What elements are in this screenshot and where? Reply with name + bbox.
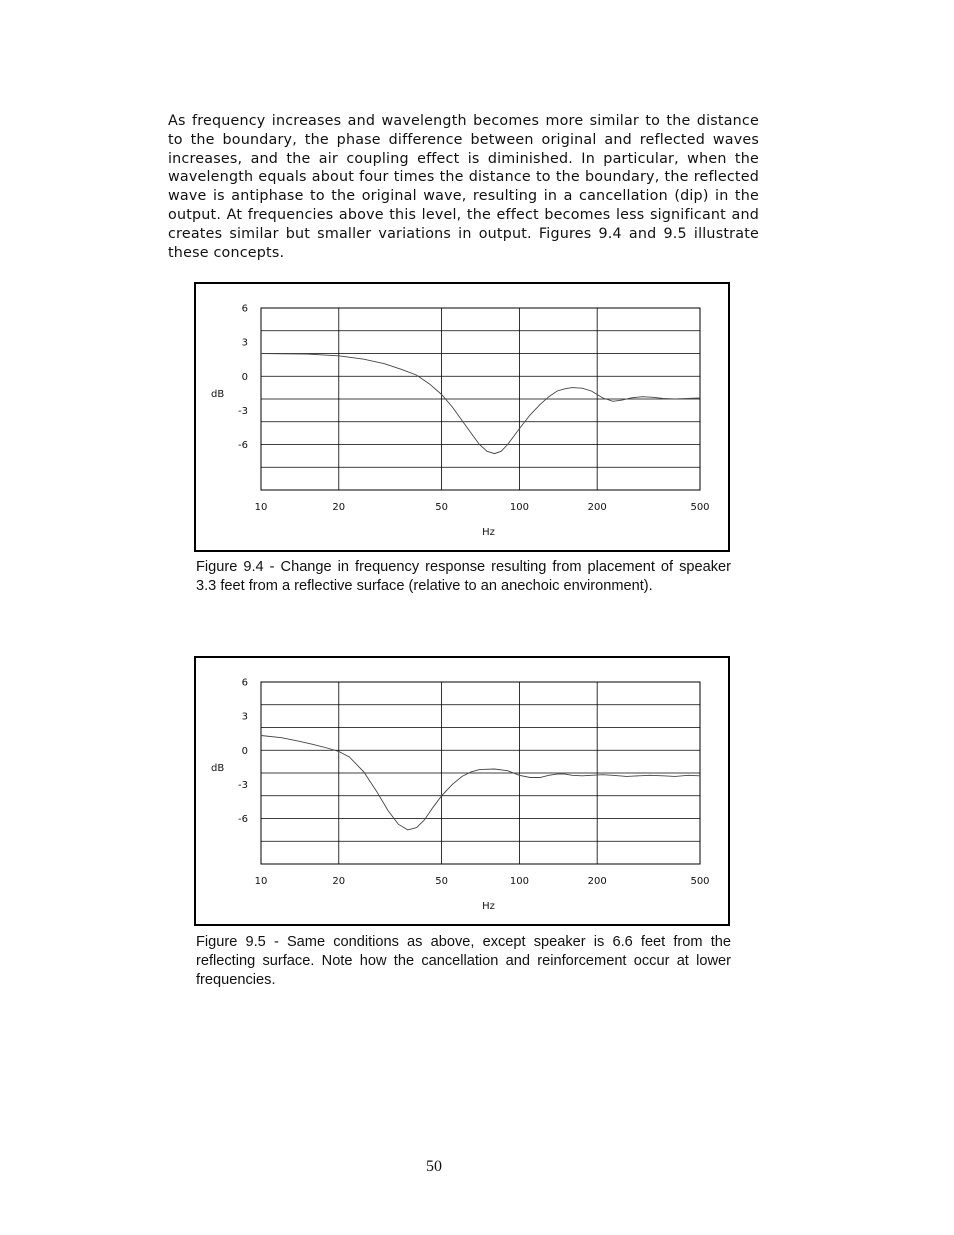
x-tick-label: 100 (509, 502, 529, 513)
figure-9-4-chart (196, 284, 732, 554)
y-tick-label: 6 (241, 677, 248, 689)
x-tick-label: 50 (435, 502, 448, 513)
x-tick-label: 500 (690, 502, 710, 513)
y-tick-label: -6 (238, 440, 248, 451)
y-axis-label: dB (211, 763, 225, 774)
y-tick-label: -3 (238, 405, 248, 417)
x-tick-label: 100 (509, 876, 529, 887)
x-tick-label: 10 (254, 876, 268, 887)
y-axis-label: dB (211, 389, 225, 400)
x-tick-label: 500 (690, 876, 710, 887)
x-tick-label: 200 (587, 502, 607, 513)
y-tick-label: 3 (241, 337, 248, 349)
figure-9-4-frame (194, 282, 730, 552)
figure-9-5-chart (196, 658, 732, 928)
x-tick-label: 200 (587, 876, 607, 887)
body-paragraph: As frequency increases and wavelength becomes more similar to the distance to the boundary, the phase difference between original and reflected waves increases, and the air coupling effect is diminished. In particular, when the wavelength equals about four times the distance to the boundary, the reflected wave is antiphase to the original wave, resulting in a cancellation (dip) in the output. At frequencies above this level, the effect becomes less significant and creates similar but smaller variations in output. Figures 9.4 and 9.5 illustrate these concepts. (168, 113, 759, 261)
response-curve (261, 736, 700, 830)
y-tick-label: 0 (241, 371, 248, 383)
response-curve (261, 354, 700, 454)
y-tick-label: 6 (241, 303, 248, 315)
x-tick-label: 50 (435, 876, 448, 887)
x-tick-label: 10 (254, 502, 268, 513)
x-tick-label: 20 (332, 502, 346, 513)
x-axis-label: Hz (482, 527, 495, 538)
x-tick-label: 20 (332, 876, 346, 887)
y-tick-label: -3 (238, 779, 248, 791)
figure-9-5-caption: Figure 9.5 - Same conditions as above, except speaker is 6.6 feet from the reflecting surface. Note how the cancellation and reinforcement occur at lower frequencies. (196, 934, 731, 988)
figure-9-5-frame (194, 656, 730, 926)
page-number: 50 (426, 1158, 442, 1175)
y-tick-label: 0 (241, 745, 248, 757)
figure-9-4-caption: Figure 9.4 - Change in frequency response resulting from placement of speaker 3.3 feet from a reflective surface (relative to an anechoic environment). (196, 559, 731, 594)
x-axis-label: Hz (482, 901, 495, 912)
y-tick-label: 3 (241, 711, 248, 723)
y-tick-label: -6 (238, 814, 248, 825)
